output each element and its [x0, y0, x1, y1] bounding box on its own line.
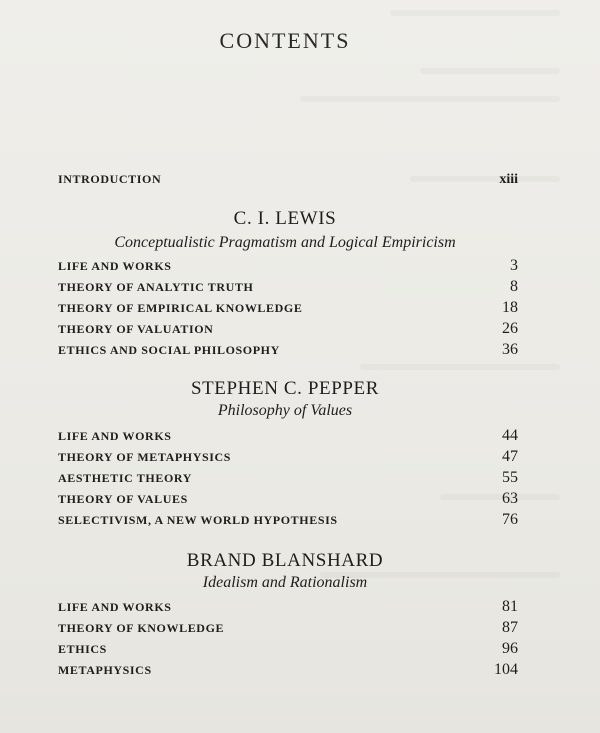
toc-entry-label: THEORY OF VALUATION [58, 322, 214, 336]
toc-entry-page: 44 [502, 427, 518, 444]
toc-entry-page: 3 [510, 257, 518, 274]
section-author: C. I. LEWIS [233, 208, 337, 229]
toc-entry-page: 55 [502, 469, 518, 486]
toc-entry[interactable] [58, 511, 518, 529]
section-subtitle: Conceptualistic Pragmatism and Logical Empiricism [114, 234, 456, 251]
toc-entry[interactable] [58, 490, 518, 508]
toc-entry[interactable] [58, 661, 518, 679]
toc-entry-page: 26 [502, 320, 518, 337]
toc-entry-page: 81 [502, 598, 518, 615]
bleed-through-mark [420, 68, 560, 74]
section-author: STEPHEN C. PEPPER [190, 378, 380, 399]
toc-entry-label: THEORY OF METAPHYSICS [58, 450, 232, 464]
section-author: BRAND BLANSHARD [186, 550, 384, 571]
bleed-through-mark [360, 364, 560, 370]
toc-entry[interactable] [58, 448, 518, 466]
toc-entry-label: THEORY OF KNOWLEDGE [58, 621, 225, 635]
toc-entry[interactable] [58, 320, 518, 338]
toc-entry-page: 63 [502, 490, 518, 507]
toc-entry[interactable] [58, 299, 518, 317]
toc-entry-label: THEORY OF VALUES [58, 492, 188, 506]
toc-entry-introduction[interactable] [58, 172, 518, 188]
section-subtitle: Idealism and Rationalism [202, 574, 368, 591]
toc-entry[interactable] [58, 619, 518, 637]
toc-entry-label: THEORY OF EMPIRICAL KNOWLEDGE [58, 301, 303, 315]
toc-entry-label: THEORY OF ANALYTIC TRUTH [58, 280, 254, 294]
toc-entry[interactable] [58, 640, 518, 658]
bleed-through-mark [390, 10, 560, 16]
toc-entry-page: 96 [502, 640, 518, 657]
toc-entry[interactable] [58, 469, 518, 487]
toc-entry-label: ETHICS AND SOCIAL PHILOSOPHY [58, 343, 280, 357]
toc-entry-label: INTRODUCTION [58, 172, 162, 186]
toc-entry-page: 8 [510, 278, 518, 295]
toc-entry[interactable] [58, 257, 518, 275]
bleed-through-mark [300, 96, 560, 102]
toc-entry-label: LIFE AND WORKS [58, 259, 172, 273]
toc-entry-page: 18 [502, 299, 518, 316]
toc-entry-label: LIFE AND WORKS [58, 600, 172, 614]
toc-entry-label: SELECTIVISM, A NEW WORLD HYPOTHESIS [58, 513, 338, 527]
toc-entry-page: 87 [502, 619, 518, 636]
toc-entry-page: 104 [494, 661, 518, 678]
toc-entry[interactable] [58, 341, 518, 359]
toc-entry-label: LIFE AND WORKS [58, 429, 172, 443]
toc-entry-label: ETHICS [58, 642, 107, 656]
toc-entry[interactable] [58, 598, 518, 616]
toc-entry-page: 36 [502, 341, 518, 358]
toc-entry-page: xiii [499, 172, 518, 187]
page-title: CONTENTS [219, 28, 351, 53]
toc-entry[interactable] [58, 427, 518, 445]
toc-entry-page: 47 [502, 448, 518, 465]
section-subtitle: Philosophy of Values [217, 402, 353, 419]
toc-entry[interactable] [58, 278, 518, 296]
toc-entry-label: METAPHYSICS [58, 663, 152, 677]
toc-entry-page: 76 [502, 511, 518, 528]
toc-entry-label: AESTHETIC THEORY [58, 471, 192, 485]
